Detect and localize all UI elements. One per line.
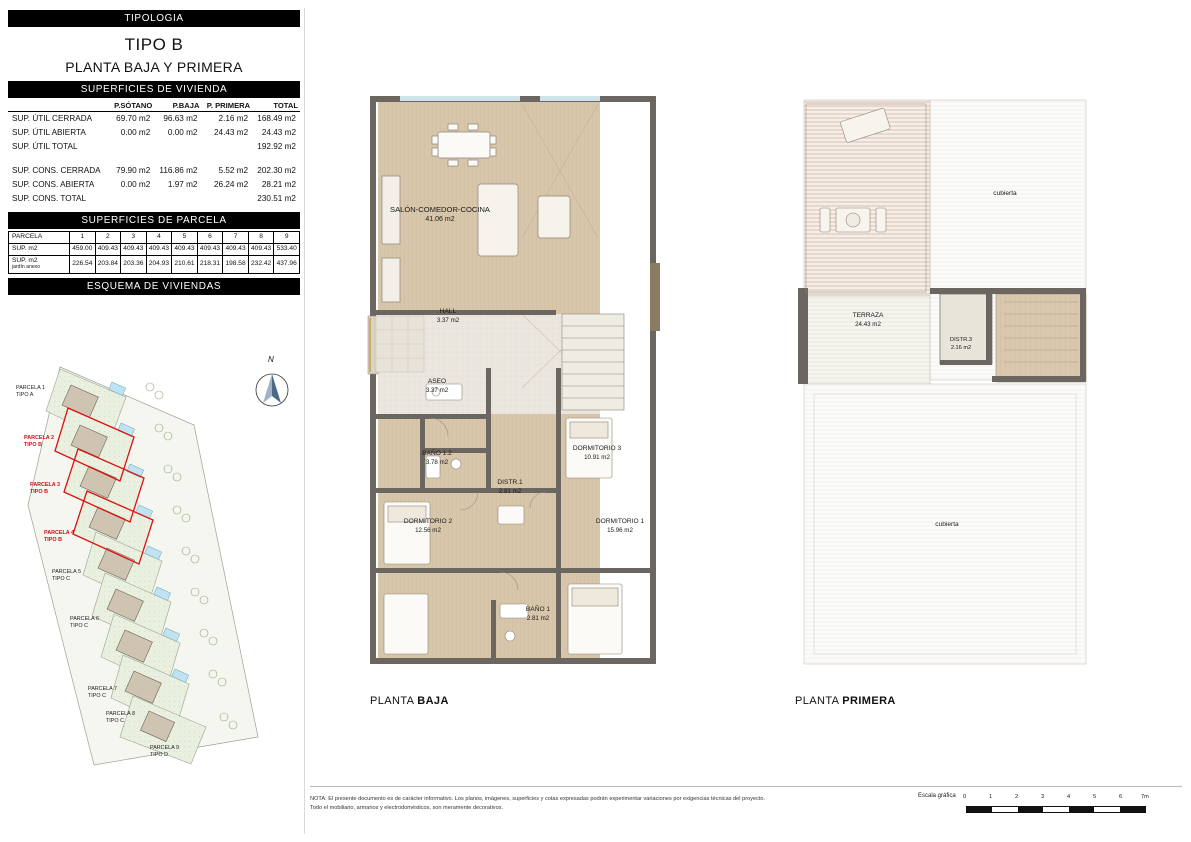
col-head-3: P. PRIMERA (206, 100, 251, 110)
tipologia-bar: TIPOLOGIA (8, 10, 300, 27)
cell: 204.93 (146, 256, 172, 274)
cell: 409.43 (223, 243, 249, 255)
info-panel (8, 10, 300, 295)
cell: 232.42 (248, 256, 274, 274)
cell: 8 (248, 231, 274, 243)
cell: 7 (223, 231, 249, 243)
planta-primera-drawing (790, 88, 1120, 674)
footer-note (310, 795, 870, 812)
compass-icon (251, 357, 293, 413)
cell: 437.96 (274, 256, 300, 274)
table-row (9, 231, 300, 243)
cell (201, 140, 252, 154)
cell: 116.86 m2 (159, 166, 198, 175)
plot-label-8: PARCELA 8 TIPO C (106, 711, 135, 724)
cell: 192.92 m2 (257, 142, 296, 151)
cell (154, 140, 201, 154)
scale-ticks: 0 1 2 3 4 5 6 7m (963, 794, 1149, 800)
cell: 26.24 m2 (213, 180, 249, 189)
room-label-distr3: DISTR.3 2.16 m2 (949, 337, 973, 351)
cell: 0.00 m2 (120, 128, 151, 137)
footer-note-line2: Todo el mobiliario, armarios y electrodomésticos, son meramente decorativos. (310, 804, 504, 811)
cell: 5 (172, 231, 198, 243)
cell: 409.43 (172, 243, 198, 255)
cell: 28.21 m2 (261, 180, 296, 189)
footer-note-line1: NOTA: El presente documento es de carácter informativo. Los planos, imágenes, superficies y cotas expresadas podrán experimentar variaciones por exigencias técnicas del proyecto. (310, 796, 766, 802)
cell: 203.84 (95, 256, 121, 274)
esquema-viviendas-bar: ESQUEMA DE VIVIENDAS (8, 278, 300, 295)
cell: 168.49 m2 (252, 111, 300, 126)
cell: 5.52 m2 (218, 166, 249, 175)
site-plan (8, 345, 300, 775)
room-label-dormitorio2: DORMITORIO 2 12.56 m2 (403, 518, 453, 534)
cell: 409.43 (121, 243, 147, 255)
cell: 1.97 m2 (167, 180, 198, 189)
compass-north-label: N (268, 355, 274, 364)
parcela-table (8, 231, 300, 274)
table-header-row (8, 98, 300, 111)
table-row (8, 178, 300, 192)
room-label-bano12: BAÑO 1.2 3.78 m2 (422, 450, 452, 466)
cell: 409.43 (95, 243, 121, 255)
planta-primera-caption: PLANTA PRIMERA (795, 695, 896, 707)
cell: 218.31 (197, 256, 223, 274)
col-head-0 (8, 98, 109, 111)
cell: 459.00 (70, 243, 96, 255)
panel-divider (304, 8, 305, 834)
planta-baja-drawing (360, 88, 690, 674)
scale-bar (966, 806, 1146, 813)
room-label-dormitorio3: DORMITORIO 3 10.91 m2 (572, 445, 622, 461)
room-label-terraza: TERRAZA 24.43 m2 (852, 312, 884, 328)
cell: 24.43 m2 (213, 128, 249, 137)
col-head-2: P.BAJA (172, 100, 200, 110)
scale-label (918, 793, 956, 799)
cell: 2 (95, 231, 121, 243)
row-label: SUP. ÚTIL ABIERTA (12, 128, 86, 137)
cell: 1 (70, 231, 96, 243)
plot-label-2: PARCELA 2 TIPO B (24, 435, 54, 448)
footer-divider (310, 786, 1182, 787)
room-label-dormitorio1: DORMITORIO 1 15.96 m2 (595, 518, 645, 534)
vivienda-surface-table (8, 98, 300, 206)
cell: 79.90 m2 (116, 166, 151, 175)
col-head-4: TOTAL (273, 100, 298, 110)
row-label-main: SUP. m2 (12, 257, 38, 265)
cell: 533.40 (274, 243, 300, 255)
row-label: SUP. m2 (9, 243, 70, 255)
cell (154, 192, 201, 206)
page-subtitle: PLANTA BAJA Y PRIMERA (65, 59, 243, 75)
cell: 4 (146, 231, 172, 243)
table-row (8, 111, 300, 126)
scale-label-text: Escala gráfica (918, 793, 956, 799)
cell: 96.63 m2 (154, 111, 201, 126)
cell: 2.16 m2 (201, 111, 252, 126)
plot-label-9: PARCELA 9 TIPO D (150, 745, 179, 758)
planta-baja-caption: PLANTA BAJA (370, 695, 449, 707)
cell: 230.51 m2 (257, 194, 296, 203)
room-label-bano1: BAÑO 1 2.81 m2 (525, 606, 551, 622)
cell: 6 (197, 231, 223, 243)
room-label-salon: SALÓN-COMEDOR-COCINA 41.06 m2 (390, 205, 490, 223)
cell: 24.43 m2 (261, 128, 296, 137)
plot-label-1: PARCELA 1 TIPO A (16, 385, 45, 398)
table-row (8, 164, 300, 178)
row-label: SUP. CONS. TOTAL (12, 194, 87, 203)
table-row (8, 192, 300, 206)
cell: 3 (121, 231, 147, 243)
row-label: SUP. ÚTIL TOTAL (12, 142, 78, 151)
plot-label-5: PARCELA 5 TIPO C (52, 569, 81, 582)
cell: 226.54 (70, 256, 96, 274)
cell: 210.61 (172, 256, 198, 274)
row-label: SUP. CONS. CERRADA (12, 166, 101, 175)
cell: 409.43 (146, 243, 172, 255)
plot-label-7: PARCELA 7 TIPO C (88, 686, 117, 699)
cell: 9 (274, 231, 300, 243)
row-label: SUP. ÚTIL CERRADA (8, 111, 109, 126)
plot-label-4: PARCELA 4 TIPO B (44, 530, 74, 543)
row-label (9, 256, 70, 274)
row-label-sub: jardín anexo (12, 264, 41, 271)
room-label-aseo: ASEO 3.37 m2 (425, 378, 449, 394)
cell: 198.58 (223, 256, 249, 274)
room-label-cubierta-bottom: cubierta (935, 521, 959, 528)
cell: 409.43 (248, 243, 274, 255)
table-row (8, 140, 300, 154)
cell: 409.43 (197, 243, 223, 255)
superficies-vivienda-bar: SUPERFICIES DE VIVIENDA (8, 81, 300, 98)
page-title: TIPO B (124, 35, 184, 54)
table-row (9, 256, 300, 274)
cell: 202.30 m2 (257, 166, 296, 175)
cell (109, 192, 154, 206)
compass-rose (251, 357, 293, 413)
room-label-cubierta-top: cubierta (993, 190, 1017, 197)
cell: 0.00 m2 (167, 128, 198, 137)
room-label-hall: HALL 3.37 m2 (436, 308, 460, 324)
cell: 203.36 (121, 256, 147, 274)
cell: 0.00 m2 (120, 180, 151, 189)
row-label: SUP. CONS. ABIERTA (12, 180, 95, 189)
superficies-parcela-bar: SUPERFICIES DE PARCELA (8, 212, 300, 229)
cell (201, 192, 252, 206)
plot-label-6: PARCELA 6 TIPO C (70, 616, 99, 629)
cell (109, 140, 154, 154)
room-label-distr1: DISTR.1 2.81 m2 (497, 479, 523, 495)
plot-label-3: PARCELA 3 TIPO B (30, 482, 60, 495)
row-label: PARCELA (9, 231, 70, 243)
table-row (9, 243, 300, 255)
table-row (8, 126, 300, 140)
col-head-1: P.SÓTANO (114, 100, 153, 110)
cell: 69.70 m2 (109, 111, 154, 126)
